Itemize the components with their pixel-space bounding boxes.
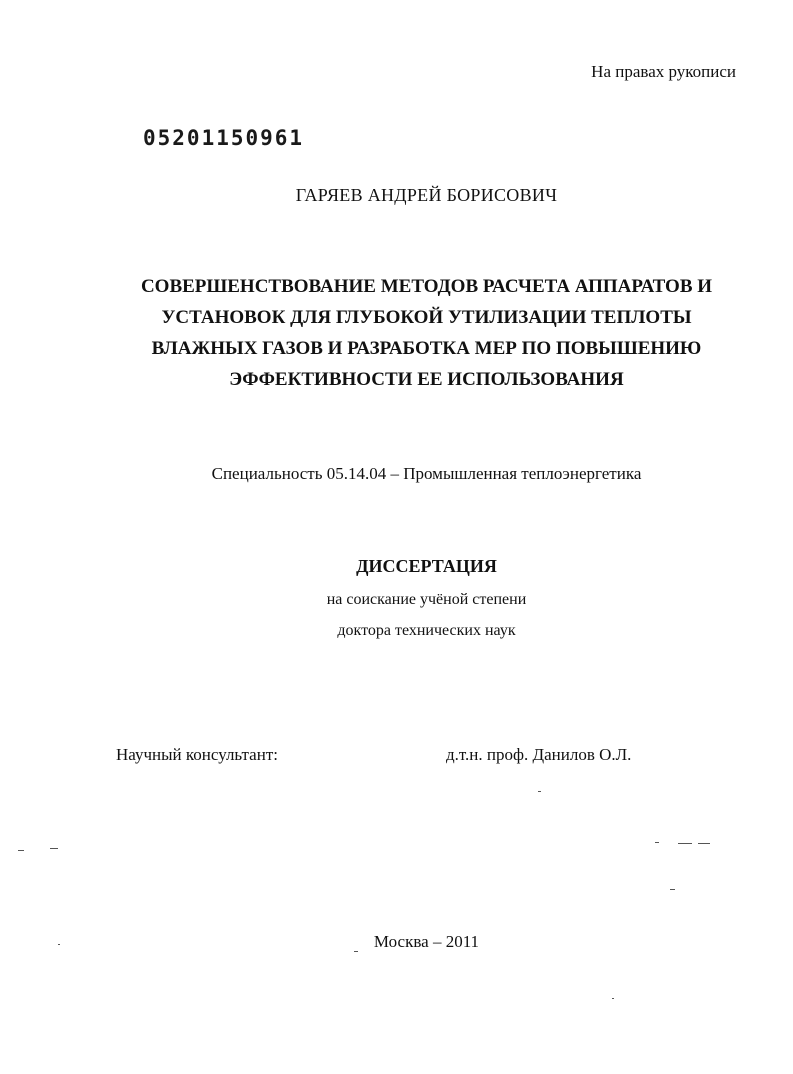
scan-speck bbox=[58, 944, 60, 945]
title-line: ЭФФЕКТИВНОСТИ ЕЕ ИСПОЛЬЗОВАНИЯ bbox=[229, 369, 624, 390]
degree-line-1: на соискание учёной степени bbox=[326, 591, 527, 608]
scan-speck bbox=[50, 848, 58, 849]
author-name: ГАРЯЕВ АНДРЕЙ БОРИСОВИЧ bbox=[295, 185, 558, 205]
scan-speck bbox=[612, 998, 614, 999]
scan-speck bbox=[678, 843, 692, 844]
scan-speck bbox=[354, 951, 358, 952]
archive-serial-number: 05201150961 bbox=[143, 126, 305, 150]
consultant-name: д.т.н. проф. Данилов О.Л. bbox=[446, 745, 632, 764]
consultant-label: Научный консультант: bbox=[116, 745, 278, 764]
degree-line-2: доктора технических наук bbox=[337, 622, 516, 639]
title-line: СОВЕРШЕНСТВОВАНИЕ МЕТОДОВ РАСЧЕТА АППАРАТОВ И bbox=[140, 276, 713, 297]
scan-speck bbox=[18, 850, 24, 851]
scan-speck bbox=[698, 843, 710, 844]
document-type: ДИССЕРТАЦИЯ bbox=[356, 556, 497, 576]
dissertation-title bbox=[60, 271, 793, 395]
scan-speck bbox=[538, 791, 541, 792]
title-line: ВЛАЖНЫХ ГАЗОВ И РАЗРАБОТКА МЕР ПО ПОВЫШЕНИЮ bbox=[151, 338, 702, 359]
rights-note: На правах рукописи bbox=[591, 62, 736, 81]
place-and-year: Москва – 2011 bbox=[373, 932, 480, 951]
title-line: УСТАНОВОК ДЛЯ ГЛУБОКОЙ УТИЛИЗАЦИИ ТЕПЛОТЫ bbox=[161, 307, 692, 328]
scan-speck bbox=[655, 842, 659, 843]
specialty-line: Специальность 05.14.04 – Промышленная теплоэнергетика bbox=[211, 464, 642, 483]
scan-speck bbox=[670, 889, 675, 890]
